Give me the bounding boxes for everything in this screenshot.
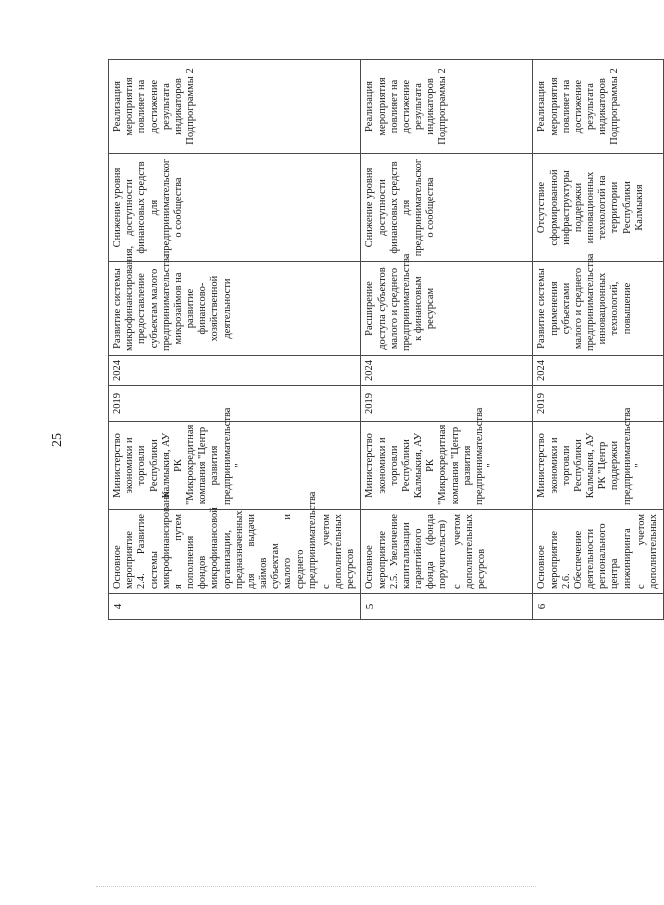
indicator-link-cell: Реализация мероприятия повлияет на достижение результата индикаторов Подпрограммы 2 (361, 60, 533, 154)
row-number: 4 (109, 594, 361, 620)
activity-note: с учетом дополнительных (635, 513, 659, 589)
executor-cell: Министерство экономики и торговли Республики Калмыкия, АУ РК "Микрокредитная компания "Центр развития предпринимательства " (109, 422, 361, 510)
activity-note: с учетом дополнительных ресурсов (320, 513, 357, 589)
executor-cell: Министерство экономики и торговли Республики Калмыкия, АУ РК "Центр поддержки предпринимательства " (533, 422, 664, 510)
end-year-cell: 2024 (109, 356, 361, 386)
start-year-cell: 2019 (533, 386, 664, 422)
indicator-link-cell: Реализация мероприятия повлияет на достижение результата индикаторов Подпрограммы 2 (533, 60, 664, 154)
table-row (533, 60, 664, 620)
expected-result-cell: Развитие системы применения субъектами малого и среднего предпринимательства инновационных технологий, повышение (533, 262, 664, 356)
consequences-cell: Снижение уровня доступности финансовых средств для предпринимательског о сообщества (361, 154, 533, 262)
expected-result-cell: Развитие системы микрофинансирования, предоставление субъектам малого предпринимательства микрозаймов на развитие финансово-хозяйственной деятельности (109, 262, 361, 356)
rotated-table-area (108, 60, 659, 620)
activity-name: Основное мероприятие 2.6. Обеспечение деятельности регионального центра инжиниринга (536, 523, 633, 589)
start-year-cell: 2019 (109, 386, 361, 422)
page-number: 25 (50, 433, 65, 447)
indicator-link-cell: Реализация мероприятия повлияет на достижение результата индикаторов Подпрограммы 2 (109, 60, 361, 154)
consequences-cell: Снижение уровня доступности финансовых средств для предпринимательског о сообщества (109, 154, 361, 262)
consequences-cell: Отсутствие сформированной инфраструктуры поддержки инновационных технологий на территории Республики Калмыкия (533, 154, 664, 262)
activity-name-cell (533, 510, 664, 594)
row-number: 6 (533, 594, 664, 620)
end-year-cell: 2024 (361, 356, 533, 386)
executor-cell: Министерство экономики и торговли Республики Калмыкия, АУ РК "Микрокредитная компания "Центр развития предпринимательства " (361, 422, 533, 510)
activity-name: Основное мероприятие 2.4. Развитие системы микрофинансировани я путем пополнения фондов микрофинансовой организации, предназначенных для выдачи займов субъектам малого и среднего предпринимательства (112, 491, 318, 589)
activity-name-cell (109, 491, 361, 594)
activity-name-cell (361, 510, 533, 594)
activity-note: с учетом дополнительных ресурсов (451, 513, 487, 589)
table-row (109, 60, 361, 620)
activity-name: Основное мероприятие 2.5. Увеличение капитализации гарантийного фонда (фонда поручительств) (364, 514, 449, 589)
expected-result-cell: Расширение доступа субъектов малого и среднего предпринимательства к финансовым ресурсам (361, 262, 533, 356)
row-number: 5 (361, 594, 533, 620)
start-year-cell: 2019 (361, 386, 533, 422)
program-activities-table (108, 59, 664, 620)
end-year-cell: 2024 (533, 356, 664, 386)
table-row (361, 60, 533, 620)
scan-artifact-line (96, 886, 536, 888)
